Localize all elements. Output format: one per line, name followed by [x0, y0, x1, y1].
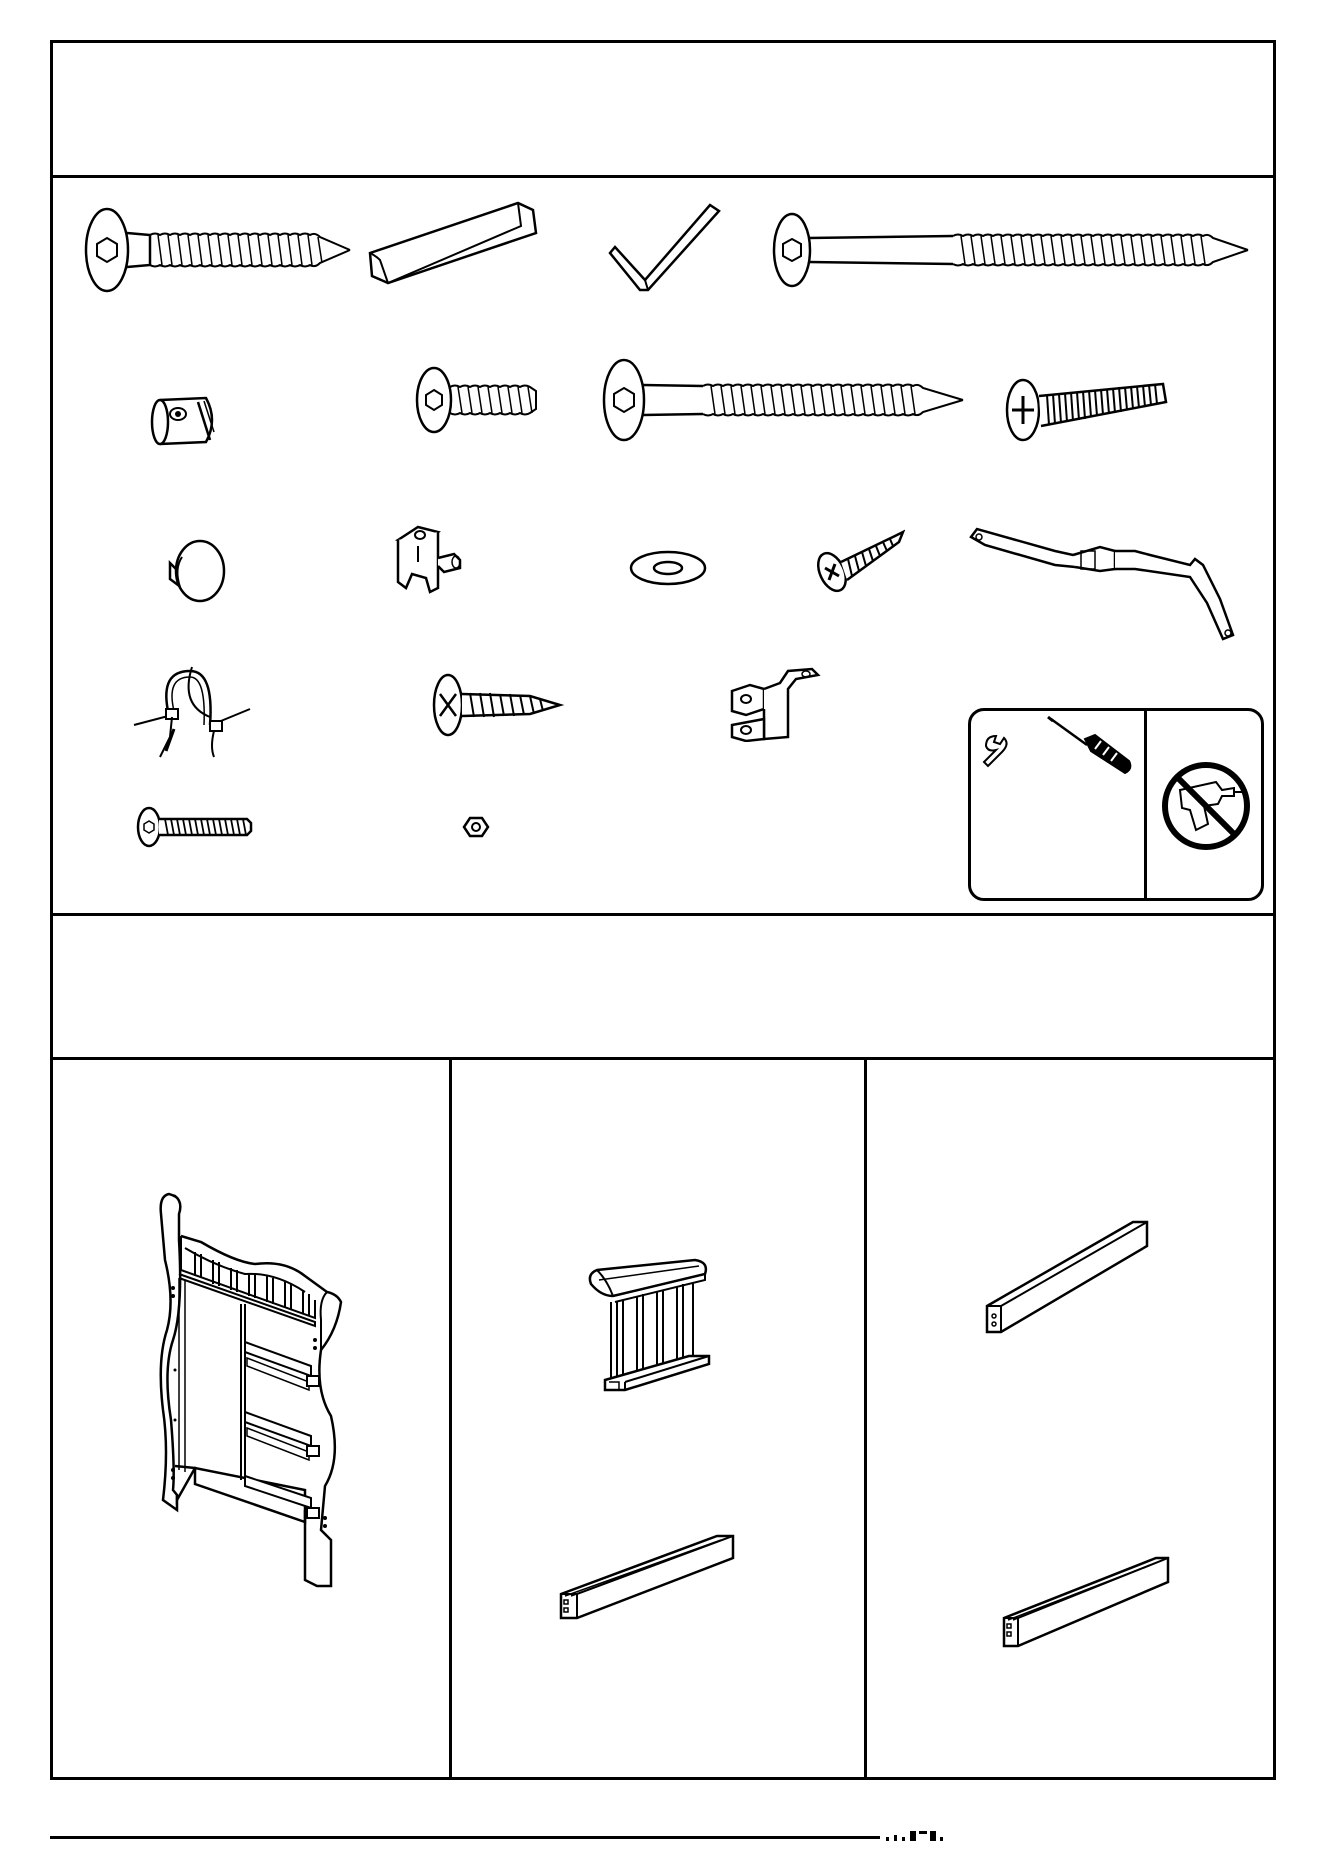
allen-key-icon: [605, 195, 725, 295]
rail-grooved-2-icon: [1000, 1552, 1175, 1657]
hex-nut-icon: [462, 815, 490, 839]
allen-bolt-long-2-icon: [598, 355, 973, 445]
allen-bolt-medium-icon: [80, 205, 355, 295]
allen-bolt-small-icon: [135, 805, 255, 850]
clip-bracket-icon: [390, 522, 470, 597]
footer-rule: [50, 1836, 880, 1839]
parts-divider: [449, 1057, 452, 1780]
title-band: [50, 40, 1276, 178]
parts-divider: [864, 1057, 867, 1780]
spindle-rail-panel-icon: [585, 1258, 730, 1398]
no-power-drill-icon: [1160, 760, 1252, 852]
wrench-icon: [982, 730, 1032, 770]
allen-bolt-long-icon: [768, 210, 1258, 290]
wood-dowel-icon: [358, 198, 543, 288]
barrel-nut-icon: [148, 392, 224, 450]
phillips-screw-large-icon: [430, 670, 565, 740]
phillips-bolt-icon: [1003, 372, 1173, 442]
metal-bracket-icon: [728, 667, 823, 742]
phillips-wood-screw-icon: [815, 528, 905, 598]
rail-grooved-icon: [557, 1530, 742, 1630]
rail-beam-icon: [983, 1220, 1153, 1340]
footer-mark-icon: [884, 1827, 964, 1841]
anti-tip-strap-icon: [965, 525, 1240, 645]
parts-heading-band: [50, 913, 1276, 1060]
wall-anchor-strap-icon: [130, 665, 255, 760]
knob-icon: [160, 535, 228, 605]
allen-bolt-short-icon: [412, 365, 542, 435]
crib-side-panel-icon: [155, 1190, 355, 1600]
screwdriver-icon: [1045, 715, 1135, 780]
tools-box-divider: [1144, 708, 1147, 901]
washer-icon: [628, 548, 708, 588]
